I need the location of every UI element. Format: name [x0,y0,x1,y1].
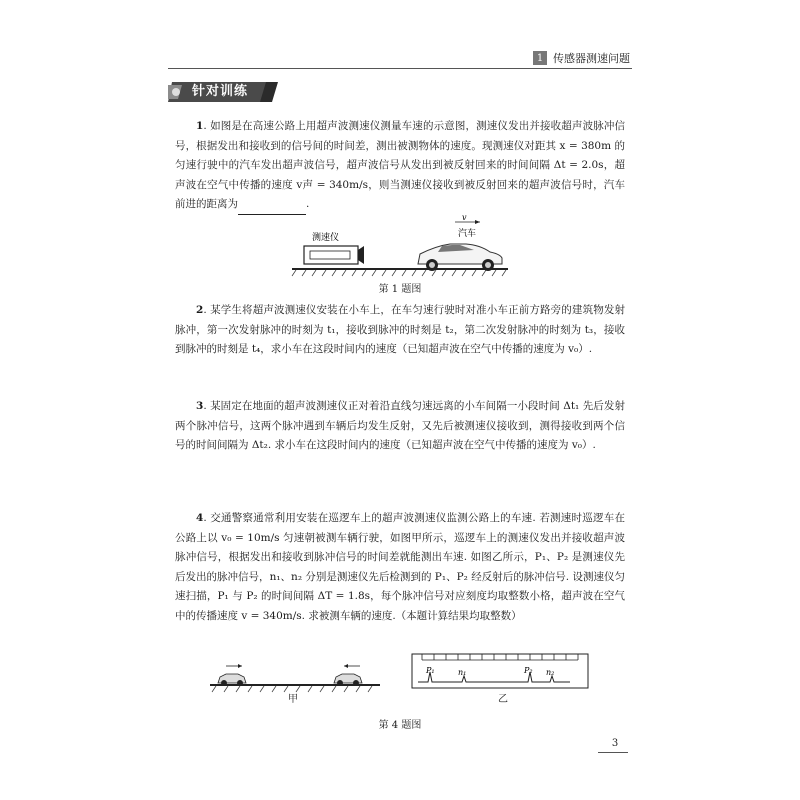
label-n1: n₁ [458,668,467,677]
question-1 [175,117,625,215]
question-number: 3 [196,400,204,412]
figure-1-caption: 第 1 题图 [378,284,422,295]
question-text: . 交通警察通常利用安装在巡逻车上的超声波测速仪监测公路上的车速. 若测速时巡逻车在公路上以 v₀ = 10m/s 匀速朝被测车辆行驶，如图甲所示，巡逻车上的测速仪发出并接收超声波脉冲信号，根据发出和接收到脉冲信号的时间差就能测出车速. 如图乙所示，P₁、P₂ 是测速仪先后发出的脉冲信号，n₁、n₂ 分别是测速仪先后检测到的 P₁、P₂ 经反射后的脉冲信号. 设测速仪匀速扫描，P₁ 与 P₂ 的时间间隔 ΔT = 1.8s，每个脉冲信号对应刻度均取整数小格，超声波在空气中的传播速度 v = 340m/s. 求被测车辆的速度.（本题计算结果均取整数） [175,512,625,622]
figure-4-caption: 第 4 题图 [378,720,422,731]
speed-gun-icon [304,246,364,264]
chapter-header [533,50,630,66]
figure-4-yi-label: 乙 [498,694,508,705]
page-number: 3 [611,738,619,749]
banner-label: 针对训练 [192,84,249,99]
question-3 [175,397,625,456]
velocity-label: v [462,213,467,222]
question-text-end: . [306,198,310,210]
page-number-rule [598,752,628,753]
question-text: . 某固定在地面的超声波测速仪正对着沿直线匀速远离的小车间隔一小段时间 Δt₁ 先后发射两个脉冲信号，这两个脉冲遇到车辆后均发生反射，又先后被测速仪接收到，测得接收到两个信号的时间间隔为 Δt₂. 求小车在这段时间内的速度（已知超声波在空气中传播的速度为 v₀）. [175,400,625,451]
question-text: . 某学生将超声波测速仪安装在小车上，在车匀速行驶时对准小车正前方路旁的建筑物发射脉冲，第一次发射脉冲的时刻为 t₁，接收到脉冲的时刻是 t₂，第二次发射脉冲的时刻为 t₃，接收到脉冲的时刻是 t₄，求小车在这段时间内的速度（已知超声波在空气中传播的速度为 v₀）. [175,304,625,355]
chapter-title: 传感器测速问题 [553,52,630,65]
question-2 [175,301,625,360]
question-text: . 如图是在高速公路上用超声波测速仪测量车速的示意图，测速仪发出并接收超声波脉冲信号，根据发出和接收到的信号间的时间差，测出被测物体的速度。现测速仪对距其 x = 380m 的匀速行驶中的汽车发出超声波信号，超声波信号从发出到被反射回来的时间间隔 Δt = 2.0s，超声波在空气中传播的速度 v声 = 340m/s，则当测速仪接收到被反射回来的超声波信号时，汽车前进的距离为 [175,120,625,210]
car-label: 汽车 [458,229,477,239]
figure-4-jia-label: 甲 [288,694,298,705]
question-number: 2 [196,304,204,316]
car-icon [418,244,502,271]
question-number: 4 [196,512,204,524]
label-p1: P₁ [426,666,435,675]
label-p2: P₂ [524,666,533,675]
question-number: 1 [196,120,204,132]
figure-4-yi [410,652,590,692]
device-label: 测速仪 [312,233,340,243]
chapter-number: 1 [533,51,547,65]
question-4 [175,509,625,626]
header-rule [168,68,632,69]
figure-1 [290,212,510,280]
section-banner [168,82,278,102]
label-n2: n₂ [546,668,555,677]
